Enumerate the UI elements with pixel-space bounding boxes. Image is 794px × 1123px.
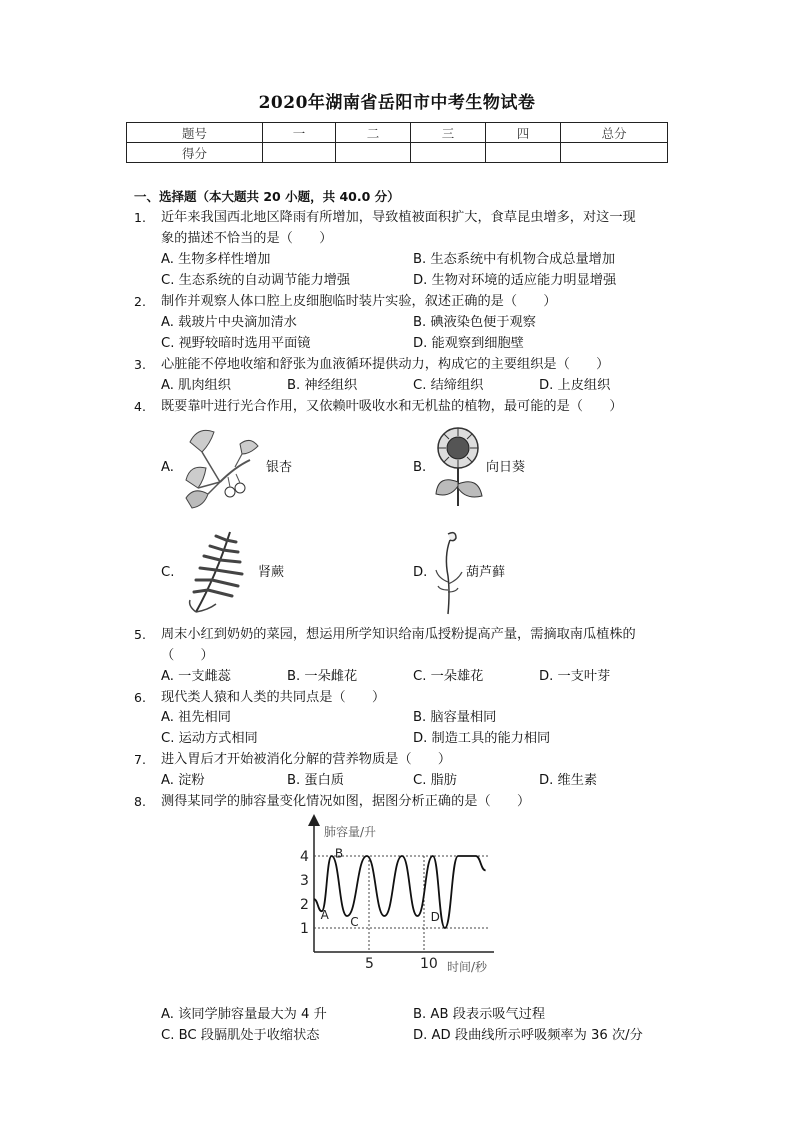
ginkgo-label: 银杏 [266, 460, 293, 475]
x-tick-label: 10 [420, 956, 438, 972]
option-b-letter[interactable]: B. [413, 460, 427, 475]
score-table-cell: 二 [336, 123, 411, 143]
question-stem: 测得某同学的肺容量变化情况如图，据图分析正确的是（ ） [161, 794, 531, 809]
option-d[interactable]: D. 上皮组织 [539, 378, 611, 393]
fern-label: 肾蕨 [258, 565, 285, 580]
question-stem: 近年来我国西北地区降雨有所增加，导致植被面积扩大，食草昆虫增多，对这一现 [161, 210, 636, 225]
point-label-d: D [430, 910, 440, 925]
option-a[interactable]: A. 生物多样性增加 [161, 252, 271, 267]
question-number: 1. [134, 210, 146, 225]
score-table-cell: 总分 [561, 123, 668, 143]
ginkgo-image [180, 422, 264, 514]
score-table-cell: 四 [486, 123, 561, 143]
sunflower-image [432, 424, 486, 508]
moss-label: 葫芦藓 [466, 565, 506, 580]
score-table-cell: 一 [263, 123, 336, 143]
option-b[interactable]: B. 蛋白质 [287, 773, 344, 788]
option-a[interactable]: A. 一支雌蕊 [161, 669, 231, 684]
section-heading: 一、选择题（本大题共 20 小题，共 40.0 分） [134, 189, 400, 204]
lung-volume-curve [314, 856, 486, 928]
option-a[interactable]: A. 祖先相同 [161, 710, 231, 725]
x-tick-label: 5 [365, 956, 374, 972]
point-label-b: B [334, 846, 344, 861]
y-tick-label: 3 [300, 873, 309, 889]
point-label-c: C [350, 915, 359, 929]
question-number: 5. [134, 627, 146, 642]
question-stem: 心脏能不停地收缩和舒张为血液循环提供动力，构成它的主要组织是（ ） [161, 357, 610, 372]
option-b[interactable]: B. 一朵雌花 [287, 669, 358, 684]
score-table-cell: 三 [411, 123, 486, 143]
option-c[interactable]: C. BC 段膈肌处于收缩状态 [161, 1028, 320, 1043]
option-d[interactable]: D. 一支叶芽 [539, 669, 611, 684]
y-tick-label: 1 [300, 921, 309, 937]
option-c[interactable]: C. 视野较暗时选用平面镜 [161, 336, 311, 351]
option-a[interactable]: A. 该同学肺容量最大为 4 升 [161, 1007, 327, 1022]
question-number: 2. [134, 294, 146, 309]
question-number: 6. [134, 690, 146, 705]
option-c[interactable]: C. 生态系统的自动调节能力增强 [161, 273, 351, 288]
fern-image [186, 526, 254, 616]
option-c[interactable]: C. 结缔组织 [413, 378, 484, 393]
option-d[interactable]: D. 生物对环境的适应能力明显增强 [413, 273, 617, 288]
x-axis-title: 时间/秒 [447, 960, 488, 974]
score-table-cell: 得分 [127, 143, 263, 163]
option-c[interactable]: C. 脂肪 [413, 773, 457, 788]
score-input-cell[interactable] [561, 143, 668, 163]
moss-image [434, 526, 466, 616]
y-tick-label: 4 [300, 849, 309, 865]
option-a[interactable]: A. 肌肉组织 [161, 378, 231, 393]
option-c[interactable]: C. 一朵雄花 [413, 669, 484, 684]
question-stem: 现代类人猿和人类的共同点是（ ） [161, 690, 386, 705]
option-c-letter[interactable]: C. [161, 565, 175, 580]
option-a[interactable]: A. 淀粉 [161, 773, 205, 788]
option-b[interactable]: B. 脑容量相同 [413, 710, 497, 725]
question-number: 8. [134, 794, 146, 809]
option-d[interactable]: D. AD 段曲线所示呼吸频率为 36 次/分 [413, 1028, 643, 1043]
option-b[interactable]: B. 神经组织 [287, 378, 358, 393]
score-input-cell[interactable] [336, 143, 411, 163]
option-a-letter[interactable]: A. [161, 460, 174, 475]
score-table [126, 122, 668, 163]
question-stem: 进入胃后才开始被消化分解的营养物质是（ ） [161, 752, 452, 767]
score-input-cell[interactable] [411, 143, 486, 163]
score-table-cell: 题号 [127, 123, 263, 143]
score-table-header-row [127, 123, 668, 143]
option-d[interactable]: D. 能观察到细胞壁 [413, 336, 524, 351]
question-number: 4. [134, 399, 146, 414]
question-stem: 制作并观察人体口腔上皮细胞临时装片实验，叙述正确的是（ ） [161, 294, 557, 309]
option-b[interactable]: B. AB 段表示吸气过程 [413, 1007, 546, 1022]
score-input-cell[interactable] [486, 143, 561, 163]
question-stem: 周末小红到奶奶的菜园，想运用所学知识给南瓜授粉提高产量，需摘取南瓜植株的 [161, 627, 636, 642]
question-stem: 象的描述不恰当的是（ ） [161, 231, 333, 246]
question-stem: 既要靠叶进行光合作用，又依赖叶吸收水和无机盐的植物，最可能的是（ ） [161, 399, 623, 414]
question-number: 7. [134, 752, 146, 767]
y-axis-title: 肺容量/升 [324, 825, 377, 839]
question-stem: （ ） [161, 648, 214, 663]
y-tick-label: 2 [300, 897, 309, 913]
page-title: 2020年湖南省岳阳市中考生物试卷 [258, 93, 536, 113]
option-d[interactable]: D. 维生素 [539, 773, 598, 788]
sunflower-label: 向日葵 [486, 460, 526, 475]
lung-volume-chart [294, 812, 504, 982]
score-input-cell[interactable] [263, 143, 336, 163]
score-table-score-row [127, 143, 668, 163]
option-b[interactable]: B. 生态系统中有机物合成总量增加 [413, 252, 616, 267]
point-label-a: A [320, 907, 329, 922]
option-a[interactable]: A. 载玻片中央滴加清水 [161, 315, 297, 330]
option-b[interactable]: B. 碘液染色便于观察 [413, 315, 536, 330]
option-c[interactable]: C. 运动方式相同 [161, 731, 258, 746]
option-d[interactable]: D. 制造工具的能力相同 [413, 731, 551, 746]
question-number: 3. [134, 357, 146, 372]
option-d-letter[interactable]: D. [413, 565, 428, 580]
